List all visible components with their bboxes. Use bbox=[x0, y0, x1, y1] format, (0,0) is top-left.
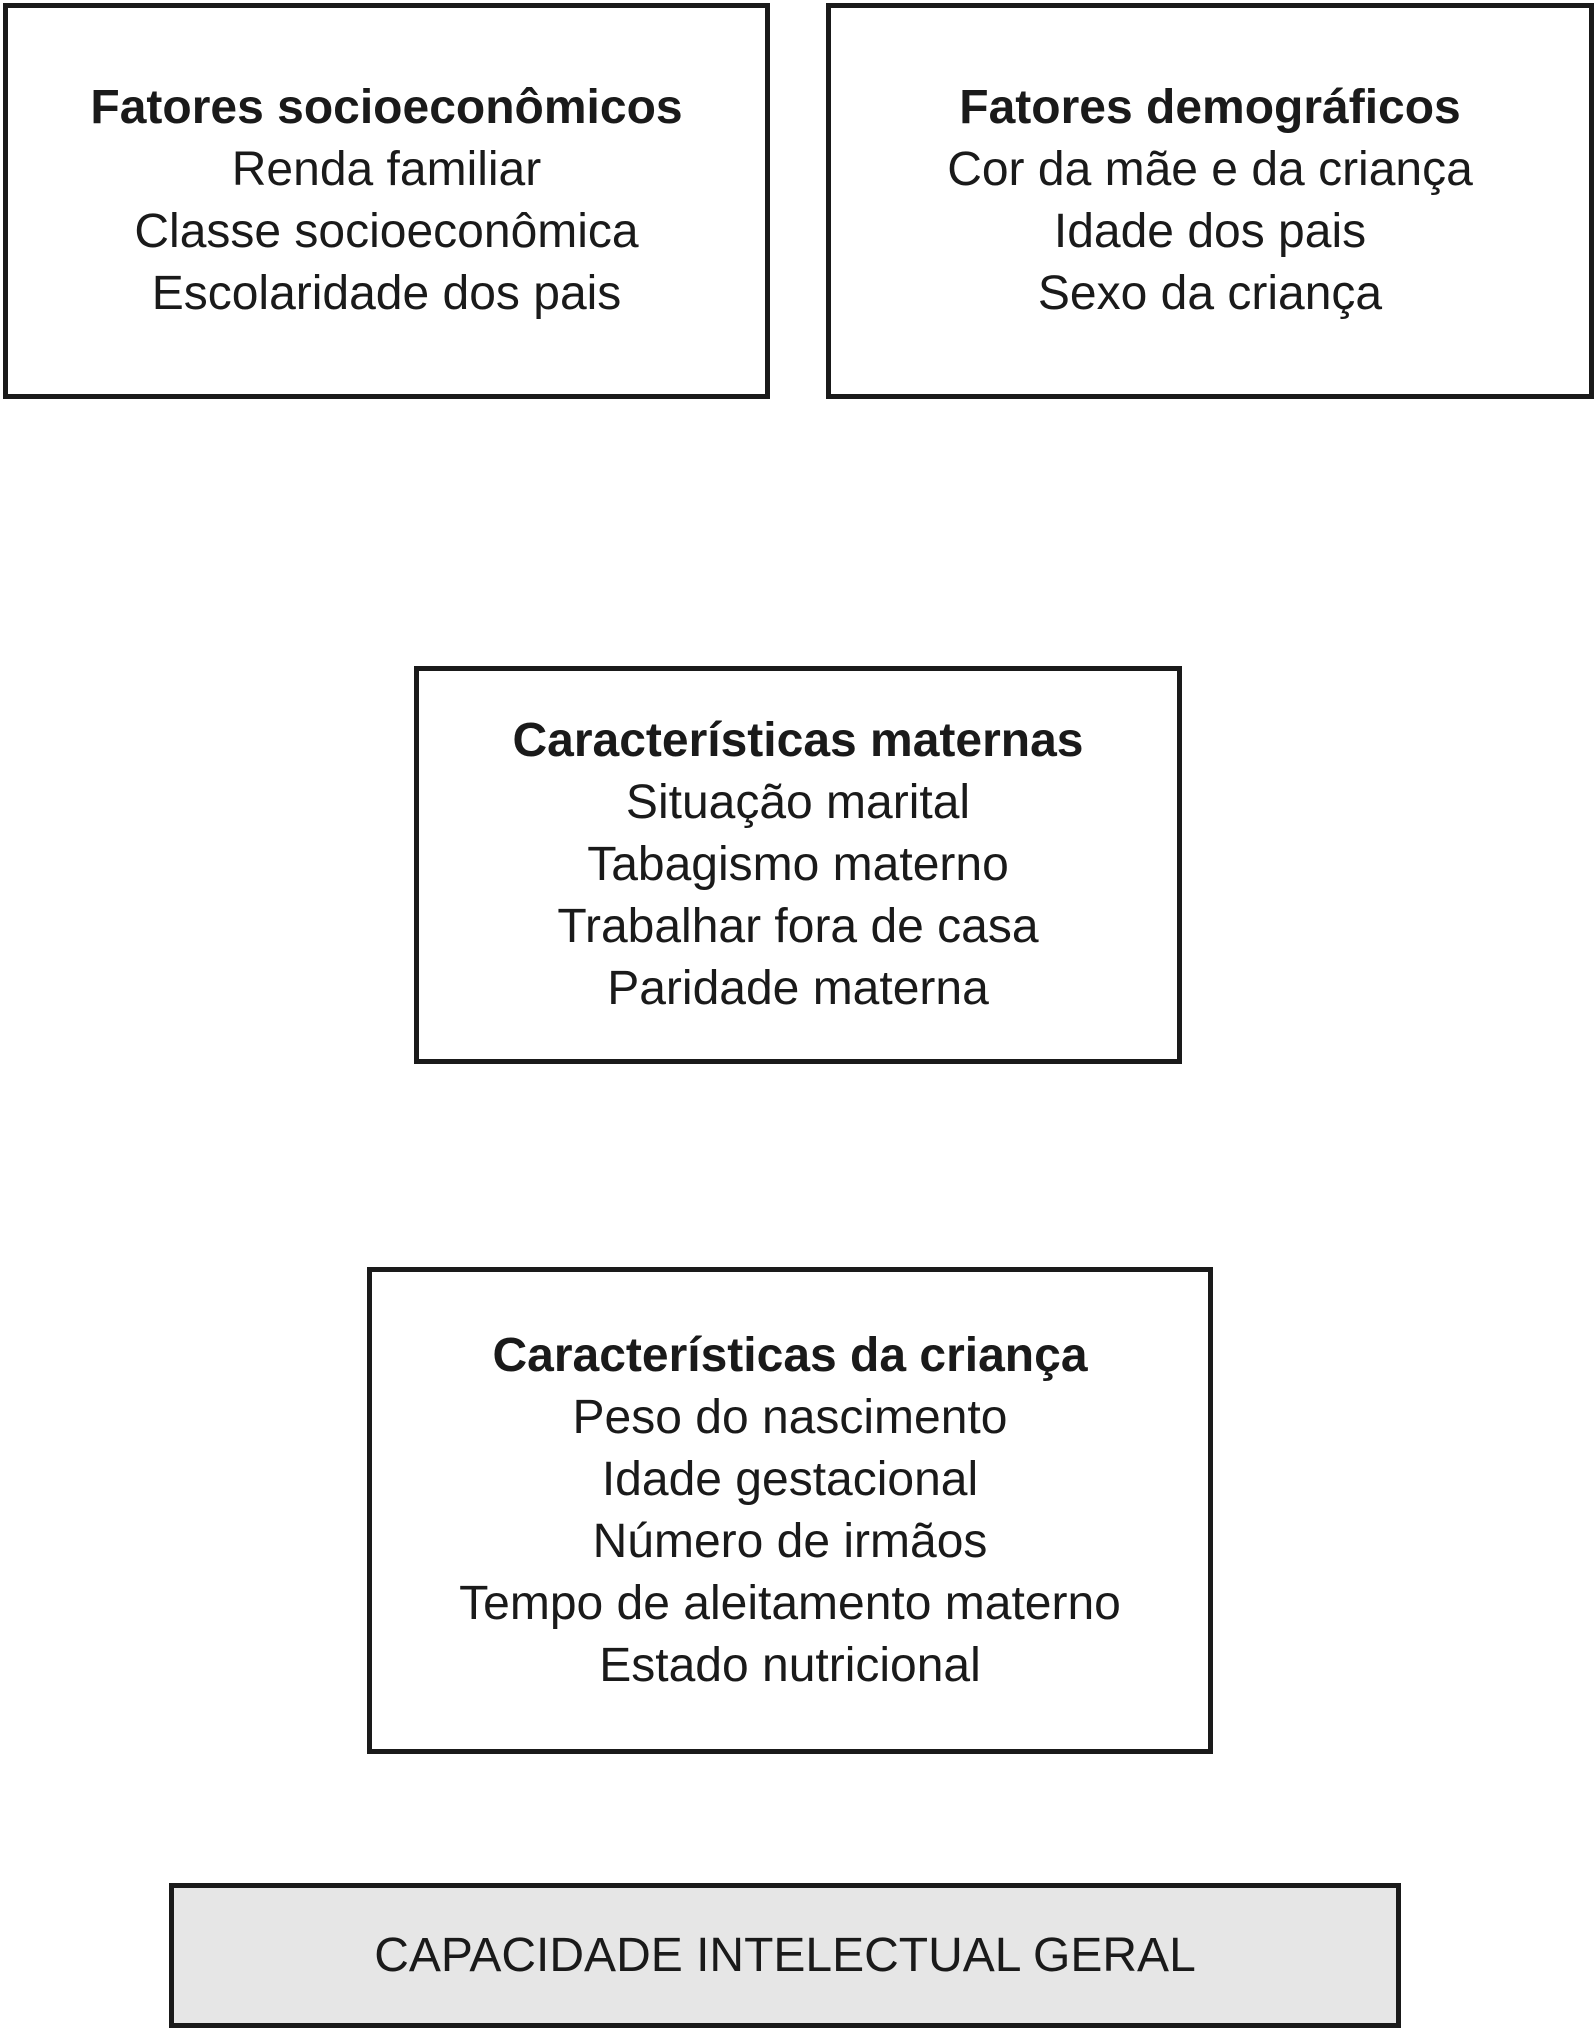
child-item: Idade gestacional bbox=[601, 1452, 979, 1506]
maternal-characteristics-title: Características maternas bbox=[512, 714, 1084, 767]
demographic-factors-title: Fatores demográficos bbox=[959, 81, 1461, 134]
maternal-item: Situação marital bbox=[625, 776, 971, 829]
child-characteristics-box bbox=[367, 1267, 1213, 1754]
demographic-item: Sexo da criança bbox=[1037, 267, 1383, 320]
maternal-item: Paridade materna bbox=[607, 962, 989, 1015]
child-item: Estado nutricional bbox=[599, 1638, 981, 1692]
socioeconomic-factors-title: Fatores socioeconômicos bbox=[90, 81, 683, 134]
child-item: Número de irmãos bbox=[592, 1514, 988, 1568]
maternal-item: Trabalhar fora de casa bbox=[557, 900, 1039, 953]
demographic-item: Cor da mãe e da criança bbox=[947, 143, 1473, 196]
socioeconomic-item: Classe socioeconômica bbox=[134, 205, 639, 258]
socioeconomic-factors-box bbox=[3, 3, 770, 399]
child-item: Tempo de aleitamento materno bbox=[459, 1576, 1121, 1630]
outcome-label: CAPACIDADE INTELECTUAL GERAL bbox=[374, 1928, 1196, 1982]
demographic-item: Idade dos pais bbox=[1053, 205, 1367, 258]
maternal-item: Tabagismo materno bbox=[587, 838, 1009, 891]
maternal-characteristics-box bbox=[414, 666, 1182, 1064]
child-characteristics-title: Características da criança bbox=[492, 1328, 1088, 1382]
socioeconomic-item: Renda familiar bbox=[231, 143, 542, 196]
child-item: Peso do nascimento bbox=[572, 1390, 1008, 1444]
socioeconomic-item: Escolaridade dos pais bbox=[151, 267, 622, 320]
demographic-factors-box bbox=[826, 3, 1594, 399]
outcome-box bbox=[169, 1883, 1401, 2028]
